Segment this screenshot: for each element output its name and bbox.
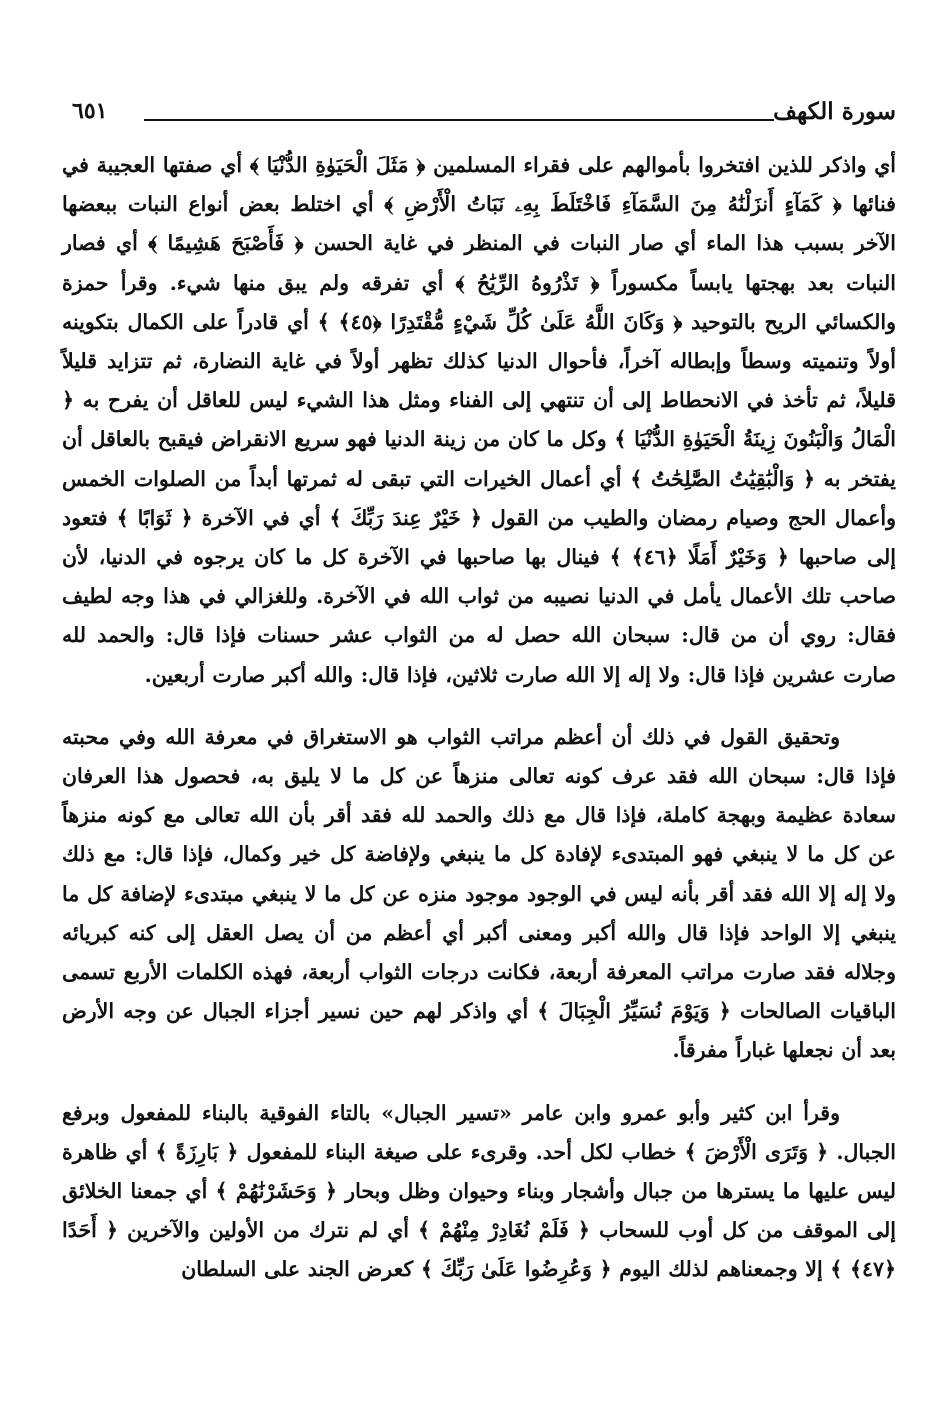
paragraph-1: أي واذكر للذين افتخروا بأموالهم على فقراء المسلمين ﴿ مَثَلَ الْحَيَوٰةِ الدُّنْيَا ﴾ أي صفتها العجيبة في فنائها ﴿ كَمَآءٍ أَنزَلْنَٰهُ مِنَ السَّمَآءِ فَاخْتَلَطَ بِهِۦ نَبَاتُ الْأَرْضِ ﴾ أي اختلط بعض أنواع النبات ببعضها الآخر بسبب هذا الماء أي صار النبات في المنظر في غاية الحسن ﴿ فَأَصْبَحَ هَشِيمًا ﴾ أي فصار النبات بعد بهجتها يابساً مكسوراً ﴿ تَذْرُوهُ الرِّيَٰحُ ﴾ أي تفرقه ولم يبق منها شيء. وقرأ حمزة والكسائي الريح بالتوحيد ﴿ وَكَانَ اللَّهُ عَلَىٰ كُلِّ شَيْءٍ مُّقْتَدِرًا ﴿٤٥﴾ ﴾ أي قادراً على الكمال بتكوينه أولاً وتنميته وسطاً وإبطاله آخراً، فأحوال الدنيا كذلك تظهر أولاً في غاية النضارة، ثم تتزايد قليلاً قليلاً، ثم تأخذ في الانحطاط إلى أن تنتهي إلى الفناء ومثل هذا الشيء ليس للعاقل أن يفرح به ﴿ الْمَالُ وَالْبَنُونَ زِينَةُ الْحَيَوٰةِ الدُّنْيَا ﴾ وكل ما كان من زينة الدنيا فهو سريع الانقراض فيقبح بالعاقل أن يفتخر به ﴿ وَالْبَٰقِيَٰتُ الصَّٰلِحَٰتُ ﴾ أي أعمال الخيرات التي تبقى له ثمرتها أبداً من الصلوات الخمس وأعمال الحج وصيام رمضان والطيب من القول ﴿ خَيْرٌ عِندَ رَبِّكَ ﴾ أي في الآخرة ﴿ ثَوَابًا ﴾ فتعود إلى صاحبها ﴿ وَخَيْرٌ أَمَلًا ﴿٤٦﴾ ﴾ فينال بها صاحبها في الآخرة كل ما كان يرجوه في الدنيا، لأن صاحب تلك الأعمال يأمل في الدنيا نصيبه من ثواب الله في الآخرة. وللغزالي في هذا وجه لطيف فقال: روي أن من قال: سبحان الله حصل له من الثواب عشر حسنات فإذا قال: والحمد لله صارت عشرين فإذا قال: ولا إله إلا الله صارت ثلاثين، فإذا قال: والله أكبر صارت أربعين. (62, 153, 897, 687)
page-number: ٦٥١ (72, 98, 108, 124)
book-page (62, 92, 896, 1290)
page-header (62, 92, 896, 132)
header-rule (144, 119, 774, 121)
paragraph-2: وتحقيق القول في ذلك أن أعظم مراتب الثواب هو الاستغراق في معرفة الله وفي محبته فإذا قال: سبحان الله فقد عرف كونه تعالى منزهاً عن كل ما لا يليق به، فحصول هذا العرفان سعادة عظيمة وبهجة كاملة، فإذا قال مع ذلك والحمد لله فقد أقر بأن الله تعالى مع كونه منزهاً عن كل ما لا ينبغي فهو المبتدىء لإفادة كل ما ينبغي ولإفاضة كل خير وكمال، فإذا قال: مع ذلك ولا إله إلا الله فقد أقر بأنه ليس في الوجود موجود منزه عن كل ما لا ينبغي مبتدىء لإضافة كل ما ينبغي إلا الواحد فإذا قال والله أكبر ومعنى أكبر أي أعظم من أن يصل العقل إلى كنه كبريائه وجلاله فقد صارت مراتب المعرفة أربعة، فكانت درجات الثواب أربعة، فهذه الكلمات الأربع تسمى الباقيات الصالحات ﴿ وَيَوْمَ نُسَيِّرُ الْجِبَالَ ﴾ أي واذكر لهم حين نسير أجزاء الجبال عن وجه الأرض بعد أن نجعلها غباراً مفرقاً. (62, 724, 896, 1063)
surah-title: سورة الكهف (773, 98, 896, 125)
paragraph-3: وقرأ ابن كثير وأبو عمرو وابن عامر «تسير الجبال» بالتاء الفوقية بالبناء للمفعول وبرفع الجبال. ﴿ وَتَرَى الْأَرْضَ ﴾ خطاب لكل أحد. وقرىء على صيغة البناء للمفعول ﴿ بَارِزَةً ﴾ أي ظاهرة ليس عليها ما يسترها من جبال وأشجار وبناء وحيوان وظل وبحار ﴿ وَحَشَرْنَٰهُمْ ﴾ أي جمعنا الخلائق إلى الموقف من كل أوب للسحاب ﴿ فَلَمْ نُغَادِرْ مِنْهُمْ ﴾ أي لم نترك من الأولين والآخرين ﴿ أَحَدًا ﴿٤٧﴾ ﴾ إلا وجمعناهم لذلك اليوم ﴿ وَعُرِضُوا عَلَىٰ رَبِّكَ ﴾ كعرض الجند على السلطان (62, 1100, 896, 1282)
